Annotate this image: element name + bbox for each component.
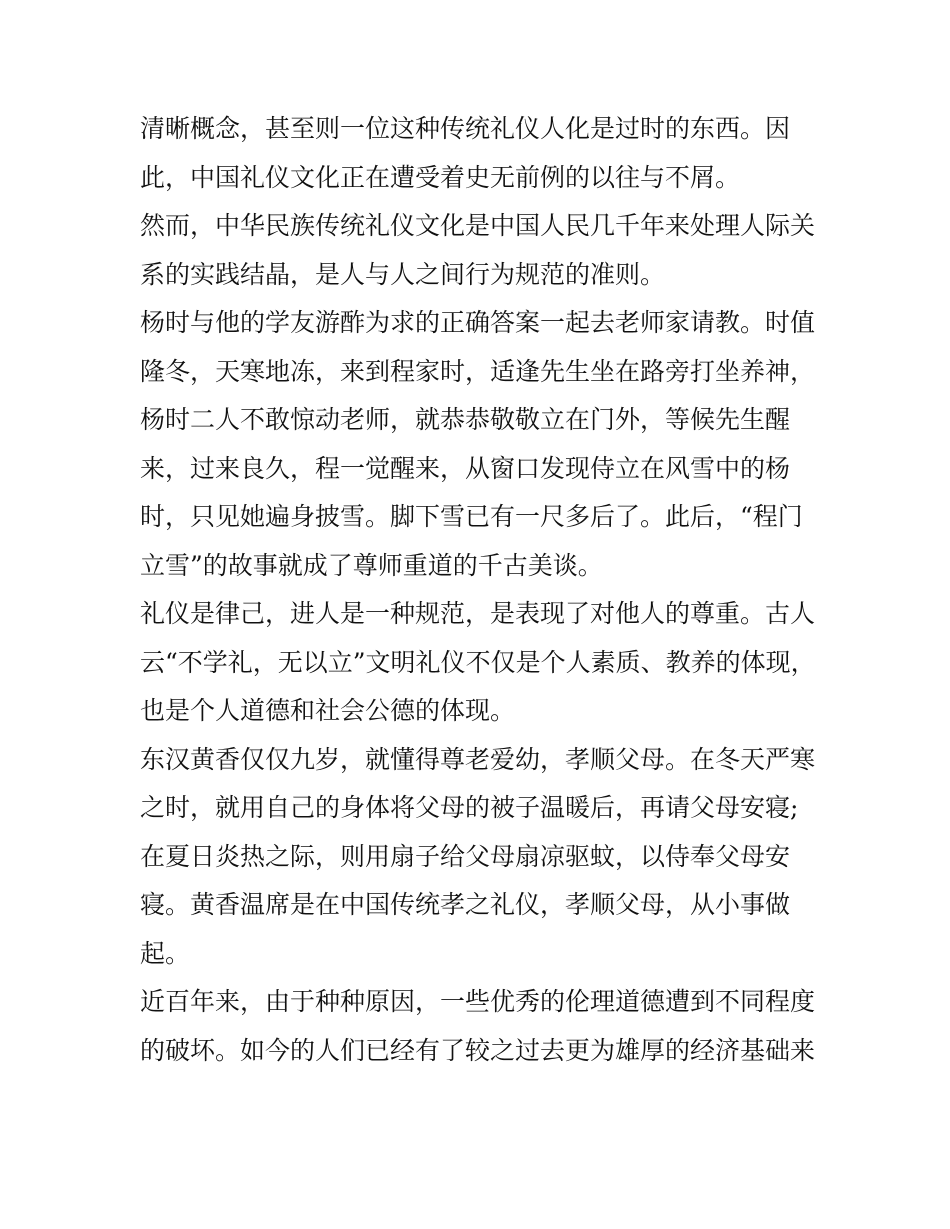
text-line: 的破坏。如今的人们已经有了较之过去更为雄厚的经济基础来 — [140, 1035, 816, 1065]
text-line: 之时，就用自己的身体将父母的被子温暖后，再请父母安寝; — [140, 793, 799, 822]
text-line: 来，过来良久，程一觉醒来，从窗口发现侍立在风雪中的杨 — [140, 453, 791, 483]
text-line: 东汉黄香仅仅九岁，就懂得尊老爱幼，孝顺父母。在冬天严寒 — [140, 744, 816, 774]
text-line: 此，中国礼仪文化正在遭受着史无前例的以往与不屑。 — [140, 162, 741, 192]
text-line: 在夏日炎热之际，则用扇子给父母扇凉驱蚊，以侍奉父母安 — [140, 841, 791, 871]
text-line: 立雪”的故事就成了尊师重道的千古美谈。 — [140, 550, 603, 580]
text-line: 起。 — [140, 938, 191, 968]
text-line: 礼仪是律己，进人是一种规范，是表现了对他人的尊重。古人 — [140, 599, 816, 628]
text-line: 云“不学礼，无以立”文明礼仪不仅是个人素质、教养的体现， — [140, 647, 816, 677]
text-line: 杨时二人不敢惊动老师，就恭恭敬敬立在门外，等候先生醒 — [140, 405, 791, 434]
text-line: 时，只见她遍身披雪。脚下雪已有一尺多后了。此后，“程门 — [140, 502, 803, 531]
text-line: 杨时与他的学友游酢为求的正确答案一起去老师家请教。时值 — [140, 308, 816, 337]
text-line: 系的实践结晶，是人与人之间行为规范的准则。 — [140, 259, 666, 289]
text-line: 清晰概念，甚至则一位这种传统礼仪人化是过时的东西。因 — [140, 114, 791, 143]
text-line: 隆冬，天寒地冻，来到程家时，适逢先生坐在路旁打坐养神， — [140, 356, 816, 386]
document-body-text — [140, 105, 820, 1075]
text-line: 也是个人道德和社会公德的体现。 — [140, 696, 516, 725]
text-line: 寝。黄香温席是在中国传统孝之礼仪，孝顺父母，从小事做 — [140, 890, 791, 919]
text-line: 然而，中华民族传统礼仪文化是中国人民几千年来处理人际关 — [140, 211, 816, 240]
text-line: 近百年来，由于种种原因，一些优秀的伦理道德遭到不同程度 — [140, 987, 816, 1016]
